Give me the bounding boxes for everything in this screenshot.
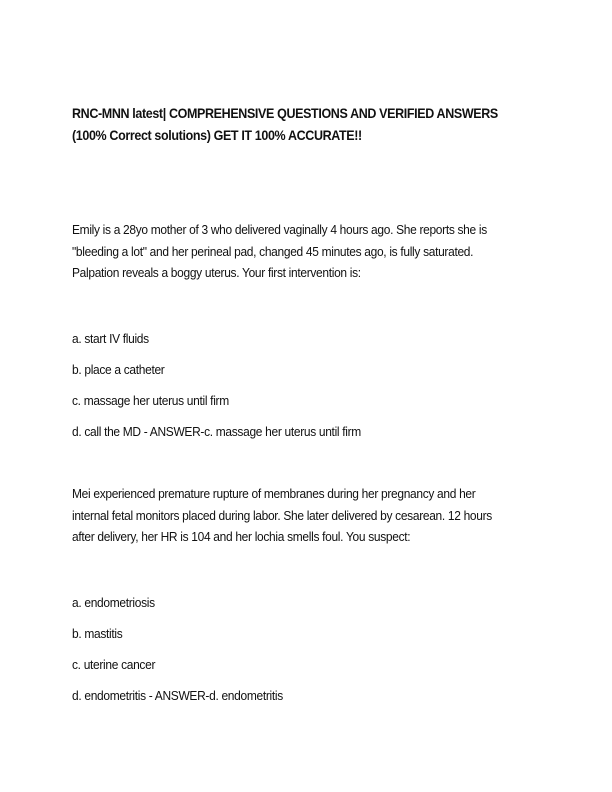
question-1-stem: Emily is a 28yo mother of 3 who delivered vaginally 4 hours ago. She reports she is "bleeding a lot" and her perineal pad, changed 45 minutes ago, is fully saturated. Palpation reveals a boggy uterus. Your first intervention is: [72, 222, 487, 280]
option-b: b. place a catheter [72, 362, 165, 377]
option-a: a. endometriosis [72, 595, 155, 610]
option-a: a. start IV fluids [72, 331, 149, 346]
option-b: b. mastitis [72, 626, 123, 641]
question-2-options [72, 592, 552, 716]
option-d-answer: d. call the MD - ANSWER-c. massage her uterus until firm [72, 424, 361, 439]
option-d-answer: d. endometritis - ANSWER-d. endometritis [72, 688, 283, 703]
option-c: c. uterine cancer [72, 657, 156, 672]
question-2-stem: Mei experienced premature rupture of membranes during her pregnancy and her internal fetal monitors placed during labor. She later delivered by cesarean. 12 hours after delivery, her HR is 104 and her lochia smells foul. You suspect: [72, 486, 492, 544]
option-c: c. massage her uterus until firm [72, 393, 229, 408]
document-title: RNC-MNN latest| COMPREHENSIVE QUESTIONS AND VERIFIED ANSWERS (100% Correct solutions) GET IT 100% ACCURATE!! [72, 106, 498, 143]
question-1-options [72, 328, 552, 452]
